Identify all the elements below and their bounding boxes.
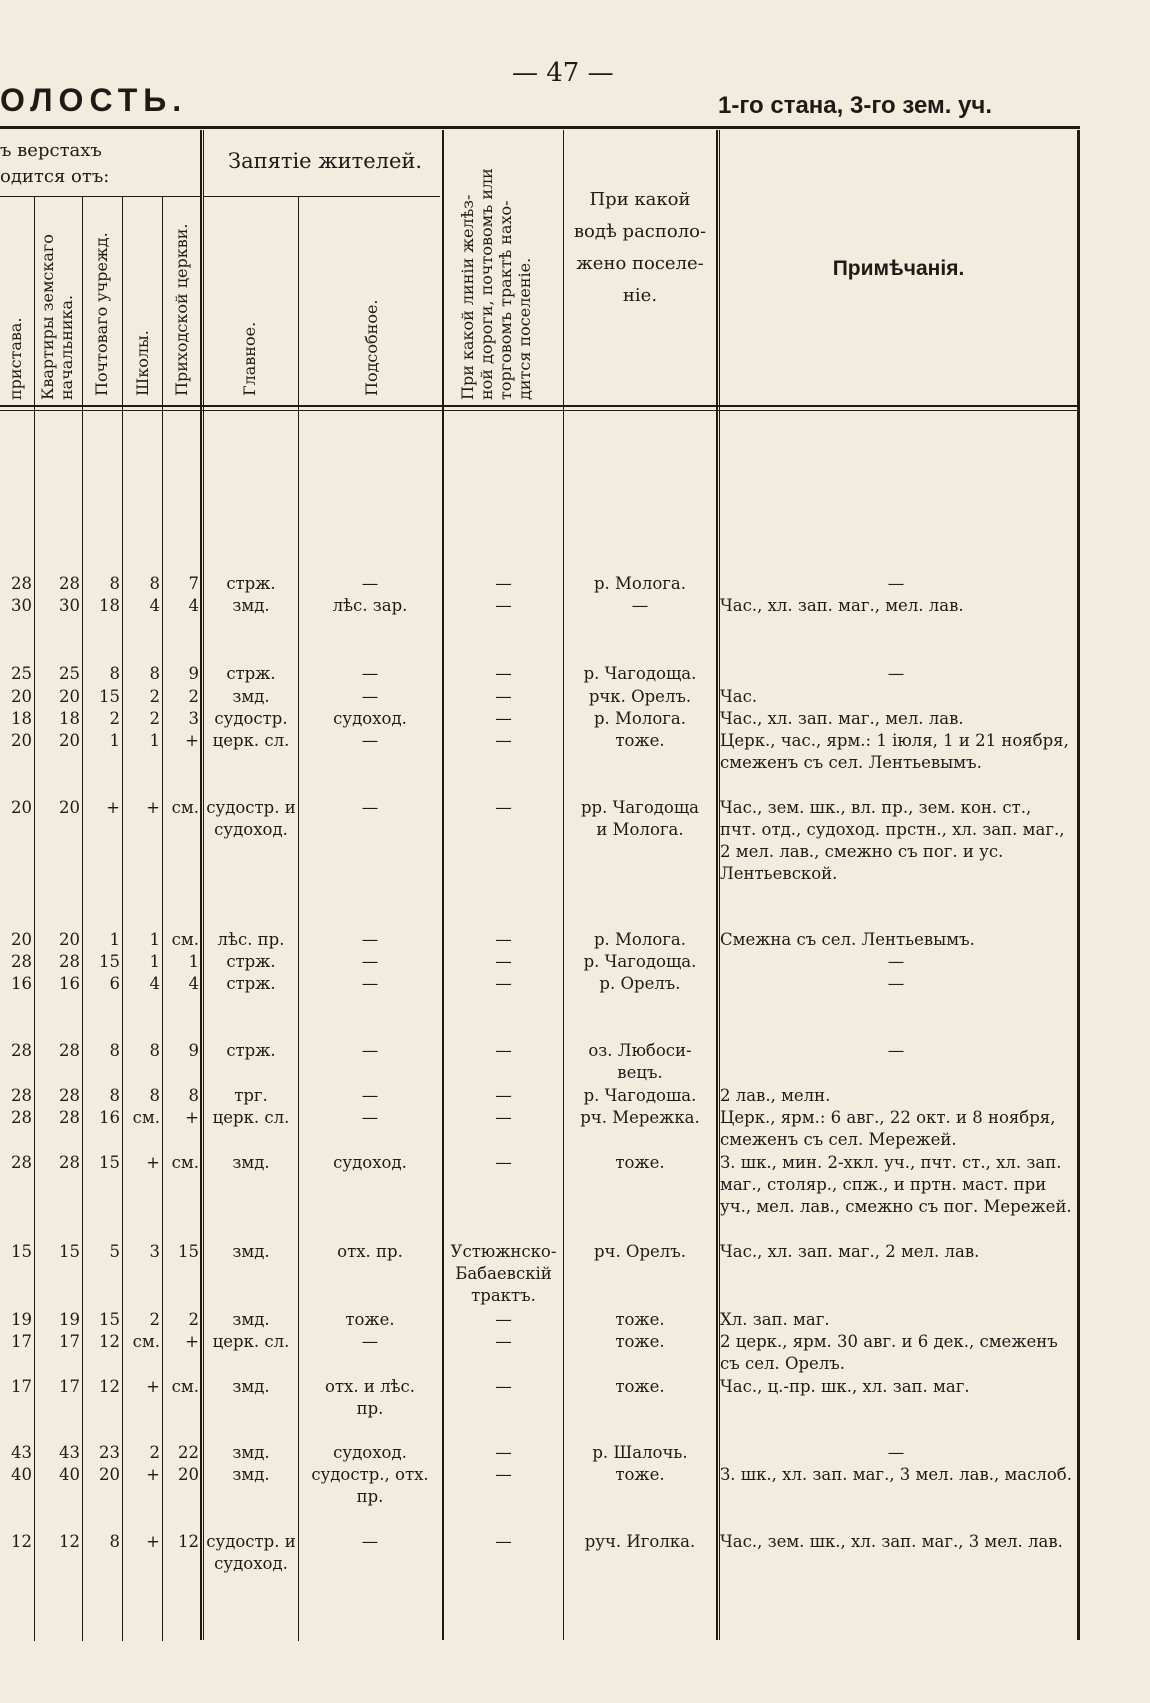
row-1-e: 4 bbox=[188, 596, 199, 615]
row-2-a: 25 bbox=[11, 664, 32, 683]
row-20-a: 12 bbox=[11, 1532, 32, 1551]
row-11-aux: — bbox=[361, 1086, 379, 1105]
row-1-road: — bbox=[495, 596, 512, 615]
row-15-b: 19 bbox=[59, 1310, 80, 1329]
row-10-d: 8 bbox=[149, 1041, 160, 1060]
row-2-e: 9 bbox=[188, 664, 199, 683]
row-5-water: тоже. bbox=[615, 731, 665, 750]
row-15-aux: тоже. bbox=[345, 1310, 395, 1329]
row-11-note: 2 лав., мелн. bbox=[720, 1086, 831, 1105]
row-5-c: 1 bbox=[109, 731, 120, 750]
row-2-c: 8 bbox=[109, 664, 120, 683]
row-18-d: 2 bbox=[149, 1443, 160, 1462]
row-12-e: + bbox=[185, 1108, 199, 1127]
row-6-road: — bbox=[495, 798, 512, 817]
row-13-b: 28 bbox=[59, 1153, 80, 1172]
row-12-note: Церк., ярм.: 6 авг., 22 окт. и 8 ноября, смеженъ съ сел. Мережей. bbox=[720, 1108, 1056, 1149]
row-3-d: 2 bbox=[149, 687, 160, 706]
row-7-water: р. Молога. bbox=[593, 930, 687, 949]
row-16-b: 17 bbox=[59, 1332, 80, 1351]
row-13-c: 15 bbox=[99, 1153, 120, 1172]
row-5-road: — bbox=[495, 731, 512, 750]
row-8-aux: — bbox=[361, 952, 379, 971]
header-aux: Подсобное. bbox=[362, 299, 381, 396]
row-19-main: змд. bbox=[232, 1465, 270, 1484]
row-1-aux: лѣс. зар. bbox=[332, 596, 408, 615]
header-notes: Примѣчанія. bbox=[832, 257, 965, 280]
row-6-aux: — bbox=[361, 798, 379, 817]
row-13-e: см. bbox=[171, 1153, 199, 1172]
row-10-aux: — bbox=[361, 1041, 379, 1060]
row-6-a: 20 bbox=[11, 798, 32, 817]
row-1-a: 30 bbox=[11, 596, 32, 615]
row-9-road: — bbox=[495, 974, 512, 993]
row-0-aux: — bbox=[361, 574, 379, 593]
row-8-d: 1 bbox=[149, 952, 160, 971]
row-16-c: 12 bbox=[99, 1332, 120, 1351]
row-5-note: Церк., час., ярм.: 1 іюля, 1 и 21 ноября, смеженъ съ сел. Лентьевымъ. bbox=[720, 731, 1069, 772]
row-17-b: 17 bbox=[59, 1377, 80, 1396]
row-4-e: 3 bbox=[188, 709, 199, 728]
row-3-b: 20 bbox=[59, 687, 80, 706]
row-20-aux: — bbox=[361, 1532, 379, 1551]
row-1-main: змд. bbox=[232, 596, 270, 615]
header-main: Главное. bbox=[240, 321, 259, 396]
row-19-aux: судостр., отх. пр. bbox=[311, 1465, 429, 1506]
row-7-main: лѣс. пр. bbox=[217, 930, 285, 949]
vrule-1 bbox=[34, 196, 35, 1641]
row-20-d: + bbox=[146, 1532, 160, 1551]
row-11-c: 8 bbox=[109, 1086, 120, 1105]
row-13-a: 28 bbox=[11, 1153, 32, 1172]
row-3-aux: — bbox=[361, 687, 379, 706]
vrule-8 bbox=[563, 130, 564, 1640]
vrule-7 bbox=[442, 130, 444, 1640]
row-19-b: 40 bbox=[59, 1465, 80, 1484]
row-2-water: р. Чагодоща. bbox=[583, 664, 697, 683]
vrule-9b bbox=[719, 130, 720, 1640]
row-9-c: 6 bbox=[109, 974, 120, 993]
row-15-main: змд. bbox=[232, 1310, 270, 1329]
row-4-b: 18 bbox=[59, 709, 80, 728]
row-10-water: оз. Любоси- вецъ. bbox=[588, 1041, 692, 1082]
row-11-water: р. Чагодоша. bbox=[583, 1086, 697, 1105]
row-2-main: стрж. bbox=[226, 664, 276, 683]
row-15-note: Хл. зап. маг. bbox=[720, 1310, 830, 1329]
row-5-d: 1 bbox=[149, 731, 160, 750]
row-14-aux: отх. пр. bbox=[337, 1242, 403, 1261]
row-1-d: 4 bbox=[149, 596, 160, 615]
row-3-main: змд. bbox=[232, 687, 270, 706]
header-water: При какой водѣ располо- жено поселе- ніе. bbox=[573, 189, 707, 306]
row-19-road: — bbox=[495, 1465, 512, 1484]
row-17-main: змд. bbox=[232, 1377, 270, 1396]
vrule-9 bbox=[716, 130, 718, 1640]
header-post: Почтоваго учрежд. bbox=[92, 232, 111, 396]
row-9-water: р. Орелъ. bbox=[599, 974, 681, 993]
row-12-b: 28 bbox=[59, 1108, 80, 1127]
row-14-e: 15 bbox=[178, 1242, 199, 1261]
row-6-water: рр. Чагодоща и Молога. bbox=[580, 798, 700, 839]
row-8-note: — bbox=[887, 952, 905, 971]
row-20-c: 8 bbox=[109, 1532, 120, 1551]
row-3-a: 20 bbox=[11, 687, 32, 706]
row-7-e: см. bbox=[171, 930, 199, 949]
row-19-e: 20 bbox=[178, 1465, 199, 1484]
row-15-a: 19 bbox=[11, 1310, 32, 1329]
row-16-main: церк. сл. bbox=[212, 1332, 290, 1351]
row-4-aux: судоход. bbox=[333, 709, 407, 728]
vrule-5 bbox=[200, 130, 202, 1640]
row-5-aux: — bbox=[361, 731, 379, 750]
vrule-right bbox=[1077, 130, 1080, 1640]
row-19-a: 40 bbox=[11, 1465, 32, 1484]
row-3-c: 15 bbox=[99, 687, 120, 706]
row-17-road: — bbox=[495, 1377, 512, 1396]
row-12-road: — bbox=[495, 1108, 512, 1127]
row-17-note: Час., ц.-пр. шк., хл. зап. маг. bbox=[720, 1377, 970, 1396]
row-10-b: 28 bbox=[59, 1041, 80, 1060]
row-5-e: + bbox=[185, 731, 199, 750]
row-14-d: 3 bbox=[149, 1242, 160, 1261]
row-18-c: 23 bbox=[99, 1443, 120, 1462]
row-4-water: р. Молога. bbox=[593, 709, 687, 728]
district-heading: 1-го стана, 3-го зем. уч. bbox=[718, 92, 993, 119]
row-1-note: Час., хл. зап. маг., мел. лав. bbox=[720, 596, 964, 615]
row-7-d: 1 bbox=[149, 930, 160, 949]
row-17-aux: отх. и лѣс. пр. bbox=[324, 1377, 416, 1418]
row-3-e: 2 bbox=[188, 687, 199, 706]
row-12-a: 28 bbox=[11, 1108, 32, 1127]
row-14-b: 15 bbox=[59, 1242, 80, 1261]
row-13-road: — bbox=[495, 1153, 512, 1172]
row-9-main: стрж. bbox=[226, 974, 276, 993]
row-8-water: р. Чагодоща. bbox=[583, 952, 697, 971]
row-16-d: см. bbox=[132, 1332, 160, 1351]
page-number: — 47 — bbox=[512, 58, 614, 88]
row-3-road: — bbox=[495, 687, 512, 706]
rule-occupation-group bbox=[204, 196, 440, 197]
row-11-e: 8 bbox=[188, 1086, 199, 1105]
header-pristav: пристава. bbox=[6, 317, 25, 400]
row-20-road: — bbox=[495, 1532, 512, 1551]
row-4-d: 2 bbox=[149, 709, 160, 728]
row-6-d: + bbox=[146, 798, 160, 817]
row-0-a: 28 bbox=[11, 574, 32, 593]
row-13-d: + bbox=[146, 1153, 160, 1172]
row-18-a: 43 bbox=[11, 1443, 32, 1462]
row-10-road: — bbox=[495, 1041, 512, 1060]
row-6-main: судостр. и судоход. bbox=[206, 798, 296, 839]
top-rule bbox=[0, 126, 1080, 129]
header-church: Приходской церкви. bbox=[172, 223, 191, 396]
row-2-road: — bbox=[495, 664, 512, 683]
header-occupation: Запятіе жителей. bbox=[228, 149, 423, 173]
row-3-water: рчк. Орелъ. bbox=[588, 687, 692, 706]
rule-distance-group bbox=[0, 196, 200, 197]
row-19-c: 20 bbox=[99, 1465, 120, 1484]
row-4-c: 2 bbox=[109, 709, 120, 728]
vrule-3 bbox=[122, 196, 123, 1641]
row-12-d: см. bbox=[132, 1108, 160, 1127]
row-20-e: 12 bbox=[178, 1532, 199, 1551]
vrule-4 bbox=[162, 196, 163, 1641]
row-18-note: — bbox=[887, 1443, 905, 1462]
row-17-water: тоже. bbox=[615, 1377, 665, 1396]
row-20-b: 12 bbox=[59, 1532, 80, 1551]
row-0-water: р. Молога. bbox=[593, 574, 687, 593]
vrule-5b bbox=[203, 130, 204, 1640]
row-18-main: змд. bbox=[232, 1443, 270, 1462]
row-15-road: — bbox=[495, 1310, 512, 1329]
row-9-note: — bbox=[887, 974, 905, 993]
row-2-d: 8 bbox=[149, 664, 160, 683]
header-road: При какой линіи желѣз- ной дороги, почтовомъ или торговомъ трактѣ нахо- дится поселеніе. bbox=[458, 168, 534, 400]
row-0-e: 7 bbox=[188, 574, 199, 593]
row-0-main: стрж. bbox=[226, 574, 276, 593]
row-10-a: 28 bbox=[11, 1041, 32, 1060]
row-2-b: 25 bbox=[59, 664, 80, 683]
row-7-aux: — bbox=[361, 930, 379, 949]
row-4-a: 18 bbox=[11, 709, 32, 728]
row-17-c: 12 bbox=[99, 1377, 120, 1396]
header-school: Школы. bbox=[133, 330, 152, 396]
row-14-road: Устюжнско- Бабаевскій трактъ. bbox=[450, 1242, 557, 1305]
row-1-water: — bbox=[631, 596, 649, 615]
row-9-a: 16 bbox=[11, 974, 32, 993]
row-16-note: 2 церк., ярм. 30 авг. и 6 дек., смеженъ съ сел. Орелъ. bbox=[720, 1332, 1058, 1373]
row-15-c: 15 bbox=[99, 1310, 120, 1329]
row-18-aux: судоход. bbox=[333, 1443, 407, 1462]
row-1-c: 18 bbox=[99, 596, 120, 615]
row-12-water: рч. Мережка. bbox=[580, 1108, 700, 1127]
row-16-road: — bbox=[495, 1332, 512, 1351]
row-6-b: 20 bbox=[59, 798, 80, 817]
row-14-c: 5 bbox=[109, 1242, 120, 1261]
row-17-e: см. bbox=[171, 1377, 199, 1396]
row-6-c: + bbox=[106, 798, 120, 817]
header-distance: ъ верстахъ одится отъ: bbox=[0, 140, 110, 187]
row-10-c: 8 bbox=[109, 1041, 120, 1060]
row-15-e: 2 bbox=[188, 1310, 199, 1329]
row-14-main: змд. bbox=[232, 1242, 270, 1261]
row-9-aux: — bbox=[361, 974, 379, 993]
row-8-main: стрж. bbox=[226, 952, 276, 971]
row-7-c: 1 bbox=[109, 930, 120, 949]
row-16-water: тоже. bbox=[615, 1332, 665, 1351]
row-7-a: 20 bbox=[11, 930, 32, 949]
row-19-water: тоже. bbox=[615, 1465, 665, 1484]
row-9-d: 4 bbox=[149, 974, 160, 993]
row-8-a: 28 bbox=[11, 952, 32, 971]
row-1-b: 30 bbox=[59, 596, 80, 615]
row-4-road: — bbox=[495, 709, 512, 728]
row-11-d: 8 bbox=[149, 1086, 160, 1105]
row-4-main: судостр. bbox=[214, 709, 288, 728]
row-14-note: Час., хл. зап. маг., 2 мел. лав. bbox=[720, 1242, 980, 1261]
row-8-road: — bbox=[495, 952, 512, 971]
row-5-b: 20 bbox=[59, 731, 80, 750]
row-15-water: тоже. bbox=[615, 1310, 665, 1329]
row-11-road: — bbox=[495, 1086, 512, 1105]
row-0-road: — bbox=[495, 574, 512, 593]
row-12-aux: — bbox=[361, 1108, 379, 1127]
row-13-main: змд. bbox=[232, 1153, 270, 1172]
row-20-main: судостр. и судоход. bbox=[206, 1532, 296, 1573]
row-10-e: 9 bbox=[188, 1041, 199, 1060]
row-5-main: церк. сл. bbox=[212, 731, 290, 750]
row-17-d: + bbox=[146, 1377, 160, 1396]
row-17-a: 17 bbox=[11, 1377, 32, 1396]
row-6-note: Час., зем. шк., вл. пр., зем. кон. ст., пчт. отд., судоход. прстн., хл. зап. маг., 2 мел. лав., смежно съ пог. и ус. Лентьевской. bbox=[720, 798, 1065, 883]
volost-heading: ОЛОСТЬ. bbox=[0, 82, 188, 118]
row-8-b: 28 bbox=[59, 952, 80, 971]
row-9-e: 4 bbox=[188, 974, 199, 993]
row-19-d: + bbox=[146, 1465, 160, 1484]
row-0-c: 8 bbox=[109, 574, 120, 593]
row-10-main: стрж. bbox=[226, 1041, 276, 1060]
row-18-e: 22 bbox=[178, 1443, 199, 1462]
row-18-road: — bbox=[495, 1443, 512, 1462]
row-19-note: З. шк., хл. зап. маг., 3 мел. лав., маслоб. bbox=[720, 1465, 1072, 1484]
row-8-e: 1 bbox=[188, 952, 199, 971]
row-7-note: Смежна съ сел. Лентьевымъ. bbox=[720, 930, 975, 949]
row-16-e: + bbox=[185, 1332, 199, 1351]
row-0-b: 28 bbox=[59, 574, 80, 593]
row-7-b: 20 bbox=[59, 930, 80, 949]
row-11-b: 28 bbox=[59, 1086, 80, 1105]
row-0-d: 8 bbox=[149, 574, 160, 593]
row-14-a: 15 bbox=[11, 1242, 32, 1261]
row-16-aux: — bbox=[361, 1332, 379, 1351]
row-14-water: рч. Орелъ. bbox=[593, 1242, 687, 1261]
row-5-a: 20 bbox=[11, 731, 32, 750]
row-11-main: трг. bbox=[234, 1086, 268, 1105]
row-16-a: 17 bbox=[11, 1332, 32, 1351]
row-18-b: 43 bbox=[59, 1443, 80, 1462]
row-2-aux: — bbox=[361, 664, 379, 683]
row-15-d: 2 bbox=[149, 1310, 160, 1329]
row-0-note: — bbox=[887, 574, 905, 593]
vrule-2 bbox=[82, 196, 83, 1641]
row-20-note: Час., зем. шк., хл. зап. маг., 3 мел. лав. bbox=[720, 1532, 1063, 1551]
row-13-aux: судоход. bbox=[333, 1153, 407, 1172]
row-9-b: 16 bbox=[59, 974, 80, 993]
row-3-note: Час. bbox=[720, 687, 758, 706]
row-11-a: 28 bbox=[11, 1086, 32, 1105]
row-12-main: церк. сл. bbox=[212, 1108, 290, 1127]
header-zemsky: Квартиры земскаго начальника. bbox=[38, 234, 76, 400]
row-13-water: тоже. bbox=[615, 1153, 665, 1172]
row-6-e: см. bbox=[171, 798, 199, 817]
row-4-note: Час., хл. зап. маг., мел. лав. bbox=[720, 709, 964, 728]
row-18-water: р. Шалочь. bbox=[592, 1443, 688, 1462]
row-12-c: 16 bbox=[99, 1108, 120, 1127]
row-20-water: руч. Иголка. bbox=[584, 1532, 696, 1551]
row-7-road: — bbox=[495, 930, 512, 949]
vrule-6 bbox=[298, 196, 299, 1641]
row-2-note: — bbox=[887, 664, 905, 683]
row-13-note: З. шк., мин. 2-хкл. уч., пчт. ст., хл. зап. маг., столяр., спж., и пртн. маст. при уч., мел. лав., смежно съ пог. Мережей. bbox=[720, 1153, 1072, 1216]
row-10-note: — bbox=[887, 1041, 905, 1060]
row-8-c: 15 bbox=[99, 952, 120, 971]
